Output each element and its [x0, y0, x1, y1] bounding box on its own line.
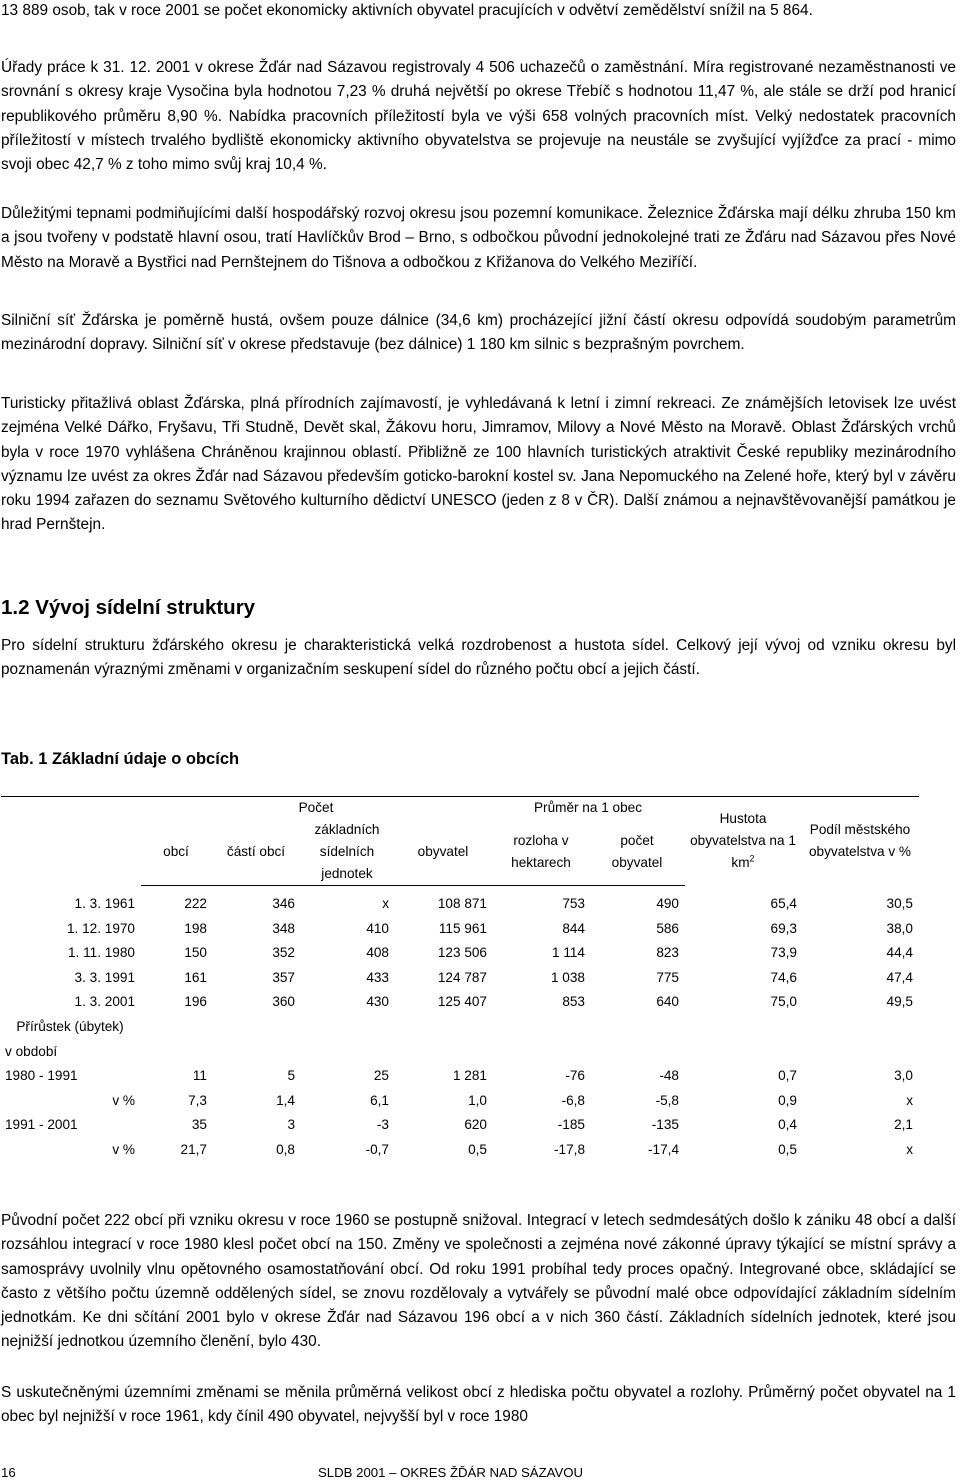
paragraph-average-size: S uskutečněnými územními změnami se měnila průměrná velikost obcí z hlediska počtu obyvatel a rozlohy. Průměrný počet obyvatel na 1 obec byl nejnižší v roce 1961, kdy čínil 490 obyvatel, nejvyšší byl v roce 1980	[1, 1384, 956, 1426]
paragraph-agriculture: 13 889 osob, tak v roce 2001 se počet ekonomicky aktivních obyvatel pracujících v odvětví zemědělství snížil na 5 864.	[1, 2, 813, 19]
header-group-prumer: Průměr na 1 obec	[493, 797, 685, 820]
header-podil: Podíl městského obyvatelstva v %	[803, 797, 919, 886]
header-rozloha: rozloha v hektarech	[493, 819, 591, 886]
header-hustota: Hustota obyvatelstva na 1 $km^2$	[685, 797, 803, 886]
header-obci: obcí	[141, 819, 213, 886]
table-row: v % 7,3 1,4 6,1 1,0 -6,8 -5,8 0,9 x	[112, 1092, 913, 1108]
table-row: 1. 3. 1961 222 346 x 108 871 753 490 65,4 30,5	[74, 895, 913, 911]
table-row: 1. 11. 1980 150 352 408 123 506 1 114 823 73,9 44,4	[67, 945, 913, 961]
table-row: v % 21,7 0,8 -0,7 0,5 -17,8 -17,4 0,5 x	[112, 1141, 913, 1157]
table-row: 1. 12. 1970 198 348 410 115 961 844 586 69,3 38,0	[66, 920, 913, 936]
table-row: 3. 3. 1991 161 357 433 124 787 1 038 775 74,6 47,4	[74, 969, 913, 985]
paragraph-tourism: Turisticky přitažlivá oblast Žďárska, plná přírodních zajímavostí, je vyhledávaná k letní i zimní rekreaci. Ze známějších letovisek lze uvést zejména Velké Dářko, Fryšavu, Tři Studně, Devět skal, Žákovu horu, Jimramov, Milovy a Nové Město na Moravě. Oblast Žďárských vrchů byla v roce 1970 vyhlášena Chráněnou krajinnou oblastí. Přibližně ze 100 hlavních turistických atraktivit České republiky mezinárodního významu lze uvést za okres Žďár nad Sázavou především goticko-barokní kostel sv. Jana Nepomuckého na Zelené hoře, který byl v závěru roku 1994 zařazen do seznamu Světového kulturního dědictví UNESCO (jeden z 8 v ČR). Další známou a nejnavštěvovanější památkou je hrad Pernštejn.	[1, 395, 956, 534]
paragraph-unemployment: Úřady práce k 31. 12. 2001 v okrese Žďár nad Sázavou registrovaly 4 506 uchazečů o zaměstnání. Míra registrované nezaměstnanosti ve srovnání s okresy kraje Vysočina byla hodnotou 7,23 % druhá největší po okrese Třebíč s hodnotou 11,47 %, ale stále se drží pod hranicí republikového průměru 8,90 %. Nabídka pracovních příležitostí byla ve výši 658 volných pracovních míst. Velký nedostatek pracovních příležitostí v místech trvalého bydliště ekonomicky aktivního obyvatelstva se projevuje na neustále se zvyšující vyjížďce za prací - mimo svoji obec 42,7 % z toho mimo svůj kraj 10,4 %.	[1, 59, 956, 174]
table-row-increment-label: Přírůstek (úbytek)	[16, 1018, 124, 1034]
paragraph-settlement: Pro sídelní strukturu žďárského okresu je charakteristická velká rozdrobenost a hustota sídel. Celkový její vývoj od vzniku okresu byl poznamenán výraznými změnami v organizačním seskupení sídel do různého počtu obcí a jejich částí.	[1, 637, 956, 679]
table-row-increment-label: v období	[5, 1043, 58, 1059]
municipalities-table	[1, 796, 919, 1163]
paragraph-roads: Silniční síť Žďárska je poměrně hustá, ovšem pouze dálnice (34,6 km) procházející jižní částí okresu odpovídá soudobým parametrům mezinárodní dopravy. Silniční síť v okrese představuje (bez dálnice) 1 180 km silnic s bezprašným povrchem.	[1, 312, 956, 354]
page-number: 16	[1, 1465, 16, 1480]
table-row: 1980 - 1991 11 5 25 1 281 -76 -48 0,7 3,0	[5, 1068, 913, 1084]
section-heading: 1.2 Vývoj sídelní struktury	[1, 596, 256, 619]
header-obyvatel: obyvatel	[395, 819, 493, 886]
header-pocet-obyvatel: počet obyvatel	[591, 819, 685, 886]
table-row: 1. 3. 2001 196 360 430 125 407 853 640 75,0 49,5	[74, 994, 913, 1010]
table-row: 1991 - 2001 35 3 -3 620 -185 -135 0,4 2,1	[5, 1117, 913, 1133]
header-group-pocet: Počet	[141, 797, 493, 820]
paragraph-municipality-count: Původní počet 222 obcí při vzniku okresu v roce 1960 se postupně snižoval. Integrací v letech sedmdesátých došlo k zániku 48 obcí a další rozsáhlou integrací v roce 1980 klesl počet obcí na 150. Změny ve společnosti a zejména nové zákonné úpravy týkající se místní správy a samosprávy uvolnily vlnu opětovného osamostatňování obcí. Od roku 1991 probíhal tedy proces opačný. Integrované obce, skládající se často z většího počtu územně oddělených sídel, se znovu rozdělovaly a vytvářely se původní malé obce odpovídající základním sídelním jednotkám. Ke dni sčítání 2001 bylo v okrese Žďár nad Sázavou 196 obcí a v nich 360 částí. Základních sídelních jednotek, které jsou nejnižší jednotkou územního členění, bylo 430.	[1, 1212, 956, 1351]
header-empty	[1, 797, 141, 886]
table-caption: Tab. 1 Základní údaje o obcích	[1, 750, 240, 768]
header-zsj: základních sídelních jednotek	[301, 819, 395, 886]
paragraph-transport: Důležitými tepnami podmiňujícími další hospodářský rozvoj okresu jsou pozemní komunikace. Železnice Žďárska mají délku zhruba 150 km a jsou tvořeny v podstatě hlavní osou, tratí Havlíčkův Brod – Brno, s odbočkou původní jednokolejné trati ze Žďáru nad Sázavou přes Nové Město na Moravě a Bystřici nad Pernštejnem do Tišnova a odbočkou z Křižanova do Velkého Meziříčí.	[1, 205, 956, 271]
footer-title: SLDB 2001 – OKRES ŽĎÁR NAD SÁZAVOU	[318, 1465, 584, 1480]
header-casti: částí obcí	[213, 819, 301, 886]
